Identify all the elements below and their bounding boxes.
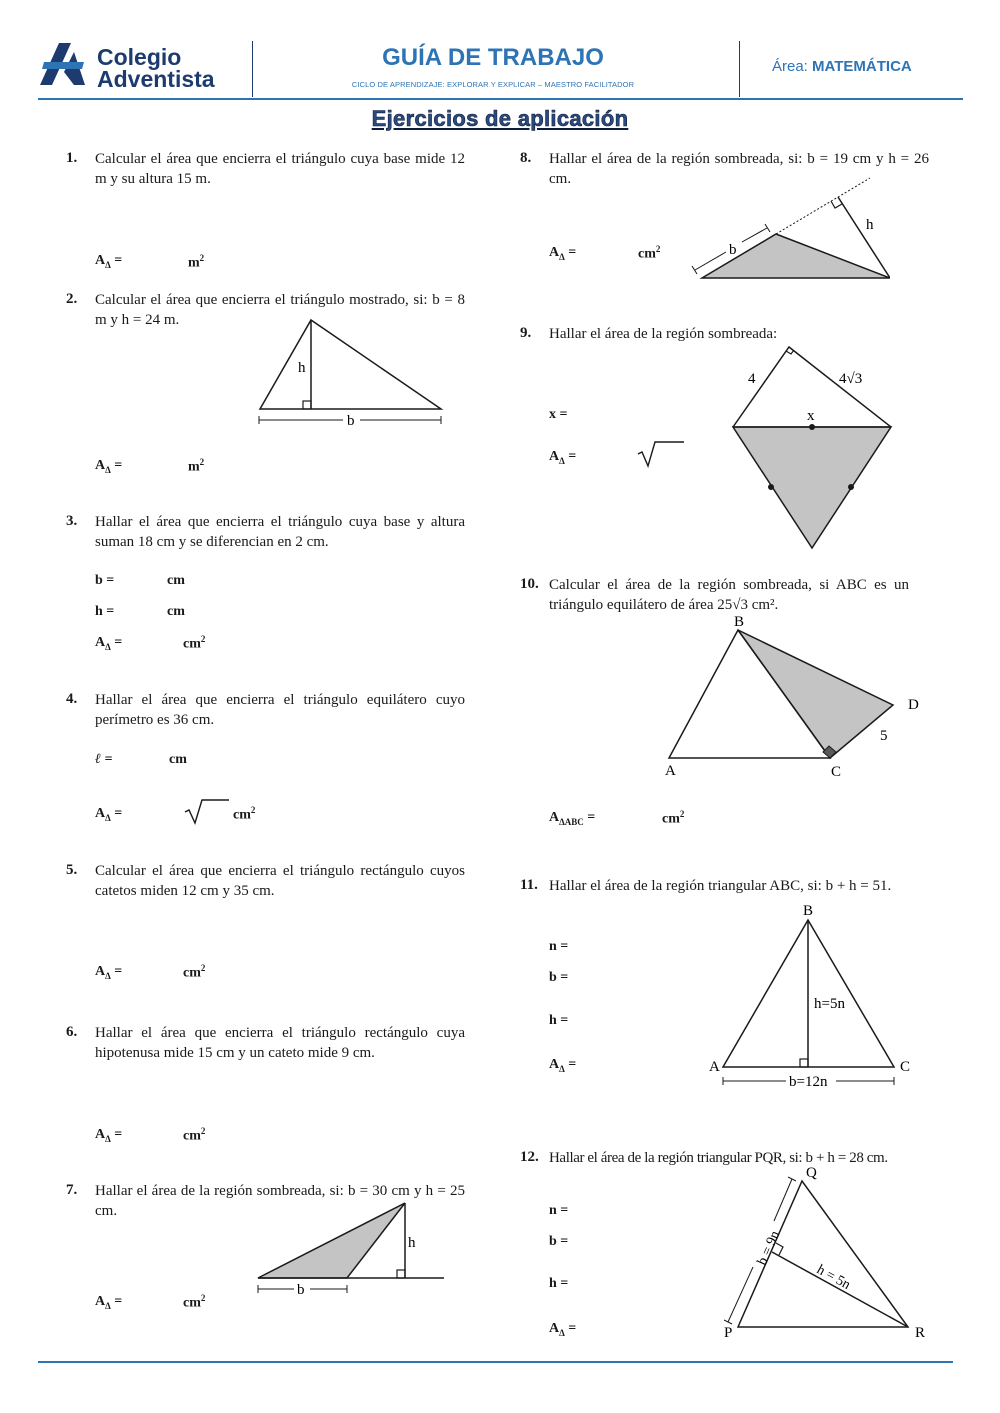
header-rule — [38, 98, 963, 100]
exercise-number: 9. — [520, 325, 532, 341]
answer-label: $A_\Delta$ = — [95, 635, 123, 652]
exercise-statement: Hallar el área que encierra el triángulo equilátero cuyo perímetro es 36 cm. — [95, 692, 465, 728]
exercise-statement: Hallar el área que encierra el triángulo rectángulo cuya hipotenusa mide 15 cm y un cateto mide 9 cm. — [95, 1025, 465, 1061]
exercise-number: 2. — [66, 291, 78, 307]
label-4root3: 4√3 — [839, 371, 863, 387]
exercise-number: 8. — [520, 150, 532, 166]
exercise-statement: Hallar el área de la región sombreada, si: b = 30 cm y h = 25 cm. — [95, 1183, 465, 1219]
exercise-statement: Calcular el área que encierra el triángulo mostrado, si: b = 8 m y h = 24 m. — [95, 292, 465, 328]
label-b: b — [297, 1282, 305, 1298]
answer-line-b: b = — [95, 573, 115, 588]
answer-unit: $cm^2$ — [183, 963, 206, 981]
label-4: 4 — [748, 371, 756, 387]
label-b9n: b = 9n — [754, 1228, 784, 1268]
label-A: A — [709, 1059, 720, 1075]
square-root-icon — [183, 798, 231, 826]
exercise-statement: Hallar el área de la región sombreada, si: b = 19 cm y h = 26 cm. — [549, 151, 929, 187]
answer-unit: $cm^2$ — [183, 1293, 206, 1311]
answer-line-side: ℓ = — [95, 752, 113, 767]
exercise-number: 1. — [66, 150, 78, 166]
exercise-number: 3. — [66, 513, 78, 529]
answer-unit: $m^2$ — [188, 253, 205, 271]
exercise-number: 12. — [520, 1149, 539, 1165]
exercise-number: 11. — [520, 877, 538, 893]
exercise-number: 6. — [66, 1024, 78, 1040]
logo-line-1: Colegio — [97, 44, 182, 70]
figure-triangle-12 — [715, 1162, 935, 1346]
label-h: h — [298, 360, 306, 376]
answer-label: $A_\Delta$ = — [95, 1294, 123, 1311]
figure-equilateral-10 — [660, 610, 930, 785]
answer-label: $A_\Delta$ = — [549, 245, 577, 262]
answer-line-n: n = — [549, 939, 569, 954]
figure-triangle-2 — [252, 312, 452, 432]
label-B: B — [734, 614, 745, 630]
unit-side: cm — [169, 752, 187, 767]
answer-label: $A_\Delta$ = — [549, 449, 577, 466]
answer-label: $A_{\Delta ABC}$ = — [549, 810, 596, 827]
header-divider-right — [739, 41, 740, 97]
exercise-statement: Calcular el área de la región sombreada, si ABC es un triángulo equilátero de área 25√3 cm². — [549, 577, 909, 613]
label-b: b — [347, 413, 355, 429]
answer-label: $A_\Delta$ = — [549, 1057, 577, 1074]
label-h5n: h = 5n — [814, 1262, 853, 1293]
answer-label: $A_\Delta$ = — [95, 458, 123, 475]
guide-title: GUÍA DE TRABAJO — [382, 44, 604, 71]
label-h: h — [408, 1235, 416, 1251]
exercise-statement: Calcular el área que encierra el triángulo rectángulo cuyos catetos miden 12 cm y 35 cm. — [95, 863, 465, 899]
area-value: MATEMÁTICA — [812, 58, 912, 75]
exercise-number: 4. — [66, 691, 78, 707]
square-root-icon — [636, 438, 686, 468]
answer-unit: $m^2$ — [188, 457, 205, 475]
label-h: h — [866, 217, 874, 233]
answer-label: $A_\Delta$ = — [95, 964, 123, 981]
guide-subtitle: CICLO DE APRENDIZAJE: EXPLORAR Y EXPLICAR – MAESTRO FACILITADOR — [351, 80, 635, 89]
answer-line-b: b = — [549, 970, 569, 985]
exercise-statement: Calcular el área que encierra el triángulo cuya base mide 12 m y su altura 15 m. — [95, 151, 465, 187]
answer-unit: $cm^2$ — [233, 805, 256, 823]
exercise-statement: Hallar el área de la región sombreada: — [549, 326, 778, 342]
figure-kite-9 — [725, 340, 900, 552]
exercise-statement: Hallar el área de la región triangular PQR, si: b + h = 28 cm. — [549, 1150, 888, 1166]
logo-line-2: Adventista — [97, 66, 215, 92]
exercise-statement: Hallar el área que encierra el triángulo cuya base y altura suman 18 cm y se diferencian en 2 cm. — [95, 514, 465, 550]
answer-line-b: b = — [549, 1234, 569, 1249]
answer-label: $A_\Delta$ = — [95, 253, 123, 270]
answer-label: $A_\Delta$ = — [549, 1321, 577, 1338]
answer-line-h: h = — [95, 604, 115, 619]
unit-b: cm — [167, 573, 185, 588]
answer-line-h: h = — [549, 1276, 569, 1291]
figure-shaded-triangle-7 — [252, 1196, 452, 1300]
answer-line-x: x = — [549, 407, 568, 422]
answer-line-n: n = — [549, 1203, 569, 1218]
subject-area — [772, 58, 912, 75]
exercise-number: 10. — [520, 576, 539, 592]
label-b: b — [729, 242, 737, 258]
exercise-statement: Hallar el área de la región triangular ABC, si: b + h = 51. — [549, 878, 892, 894]
label-B: B — [803, 903, 814, 919]
label-R: R — [915, 1325, 926, 1341]
label-P: P — [724, 1325, 733, 1341]
label-h5n: h=5n — [814, 996, 845, 1012]
label-5: 5 — [880, 728, 888, 744]
label-C: C — [831, 764, 842, 780]
label-A: A — [665, 763, 676, 779]
figure-triangle-11 — [700, 900, 930, 1095]
answer-line-h: h = — [549, 1013, 569, 1028]
label-Q: Q — [806, 1165, 817, 1181]
answer-unit: $cm^2$ — [662, 809, 685, 827]
section-title: Ejercicios de aplicación — [371, 106, 629, 131]
exercise-number: 7. — [66, 1182, 78, 1198]
label-x: x — [807, 408, 815, 424]
area-label: Área: — [772, 58, 808, 75]
figure-shaded-triangle-8 — [690, 172, 890, 284]
label-D: D — [908, 697, 919, 713]
answer-label: $A_\Delta$ = — [95, 1127, 123, 1144]
answer-unit: $cm^2$ — [638, 244, 661, 262]
label-C: C — [900, 1059, 911, 1075]
unit-h: cm — [167, 604, 185, 619]
school-logo-icon — [38, 42, 86, 86]
answer-unit: $cm^2$ — [183, 634, 206, 652]
answer-unit: $cm^2$ — [183, 1126, 206, 1144]
exercise-number: 5. — [66, 862, 78, 878]
label-b12n: b=12n — [789, 1074, 828, 1090]
footer-rule — [38, 1361, 953, 1363]
answer-label: $A_\Delta$ = — [95, 806, 123, 823]
